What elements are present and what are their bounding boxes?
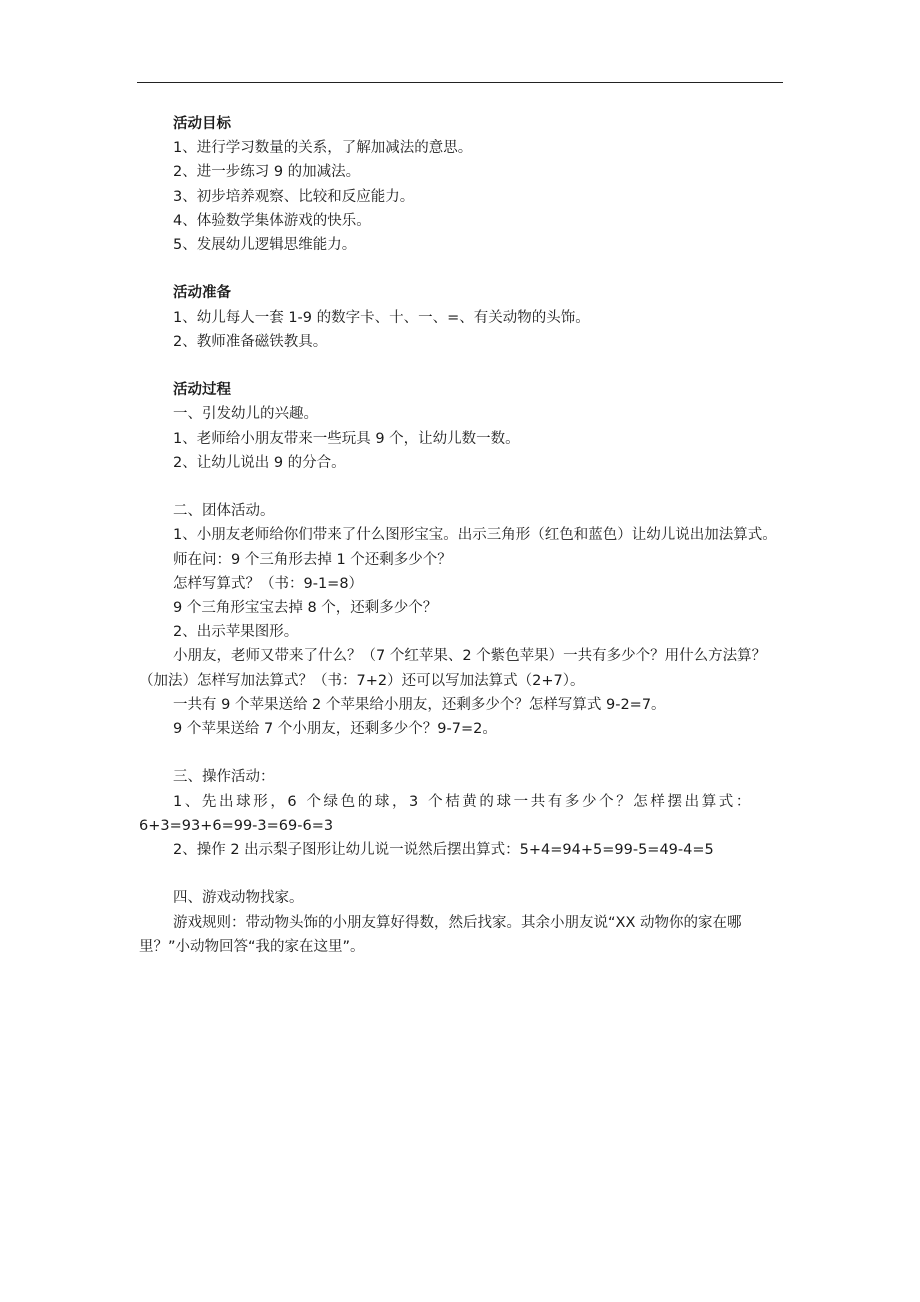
spacer [139, 354, 783, 378]
process-line: 9 个三角形宝宝去掉 8 个，还剩多少个？ [173, 600, 438, 617]
goal-item: 4、体验数学集体游戏的快乐。 [173, 212, 371, 229]
process-line: 2、让幼儿说出 9 的分合。 [173, 454, 346, 471]
spacer [139, 475, 783, 499]
spacer [139, 257, 783, 281]
preparation-item: 2、教师准备磁铁教具。 [173, 333, 328, 350]
paragraph: 1、先出球形，6 个绿色的球，3 个桔黄的球一共有多少个？怎样摆出算式： [173, 793, 753, 810]
process-line: 1、老师给小朋友带来一些玩具 9 个，让幼儿数一数。 [173, 430, 520, 447]
process-line: 2、出示苹果图形。 [173, 624, 299, 641]
paragraph-continuation: 6+3=93+6=99-3=69-6=3 [139, 817, 334, 834]
process-line: 9 个苹果送给 7 个小朋友，还剩多少个？9-7=2。 [173, 721, 497, 738]
section-heading-goals: 活动目标 [173, 116, 231, 132]
goal-item: 2、进一步练习 9 的加减法。 [173, 164, 361, 181]
spacer [139, 741, 783, 765]
goal-item: 1、进行学习数量的关系，了解加减法的意思。 [173, 140, 473, 157]
process-line: 一、引发幼儿的兴趣。 [173, 406, 318, 423]
process-line: 一共有 9 个苹果送给 2 个苹果给小朋友，还剩多少个？怎样写算式 9-2=7。 [173, 696, 666, 713]
header-rule [137, 82, 783, 83]
process-line: 2、操作 2 出示梨子图形让幼儿说一说然后摆出算式：5+4=94+5=99-5=49-4=5 [173, 842, 714, 859]
part-title-game: 四、游戏动物找家。 [173, 890, 304, 907]
part-title-group-activity: 二、团体活动。 [173, 503, 275, 520]
preparation-item: 1、幼儿每人一套 1-9 的数字卡、十、一、=、有关动物的头饰。 [173, 309, 590, 326]
paragraph: 游戏规则：带动物头饰的小朋友算好得数，然后找家。其余小朋友说“XX 动物你的家在哪里？”小动物回答“我的家在这里”。 [139, 914, 742, 955]
paragraph: 小朋友，老师又带来了什么？（7 个红苹果、2 个紫色苹果）一共有多少个？用什么方法算？（加法）怎样写加法算式？（书：7+2）还可以写加法算式（2+7）。 [139, 648, 767, 689]
document-body [139, 112, 783, 959]
paragraph: 1、小朋友老师给你们带来了什么图形宝宝。出示三角形（红色和蓝色）让幼儿说出加法算式。 [173, 527, 777, 544]
section-heading-preparation: 活动准备 [173, 285, 231, 302]
process-line: 师在问：9 个三角形去掉 1 个还剩多少个？ [173, 551, 452, 568]
goal-item: 3、初步培养观察、比较和反应能力。 [173, 188, 415, 205]
spacer [139, 862, 783, 886]
process-line: 怎样写算式？（书：9-1=8） [173, 575, 364, 592]
section-heading-process: 活动过程 [173, 382, 231, 399]
goal-item: 5、发展幼儿逻辑思维能力。 [173, 237, 357, 254]
part-title-operation: 三、操作活动： [173, 769, 275, 786]
